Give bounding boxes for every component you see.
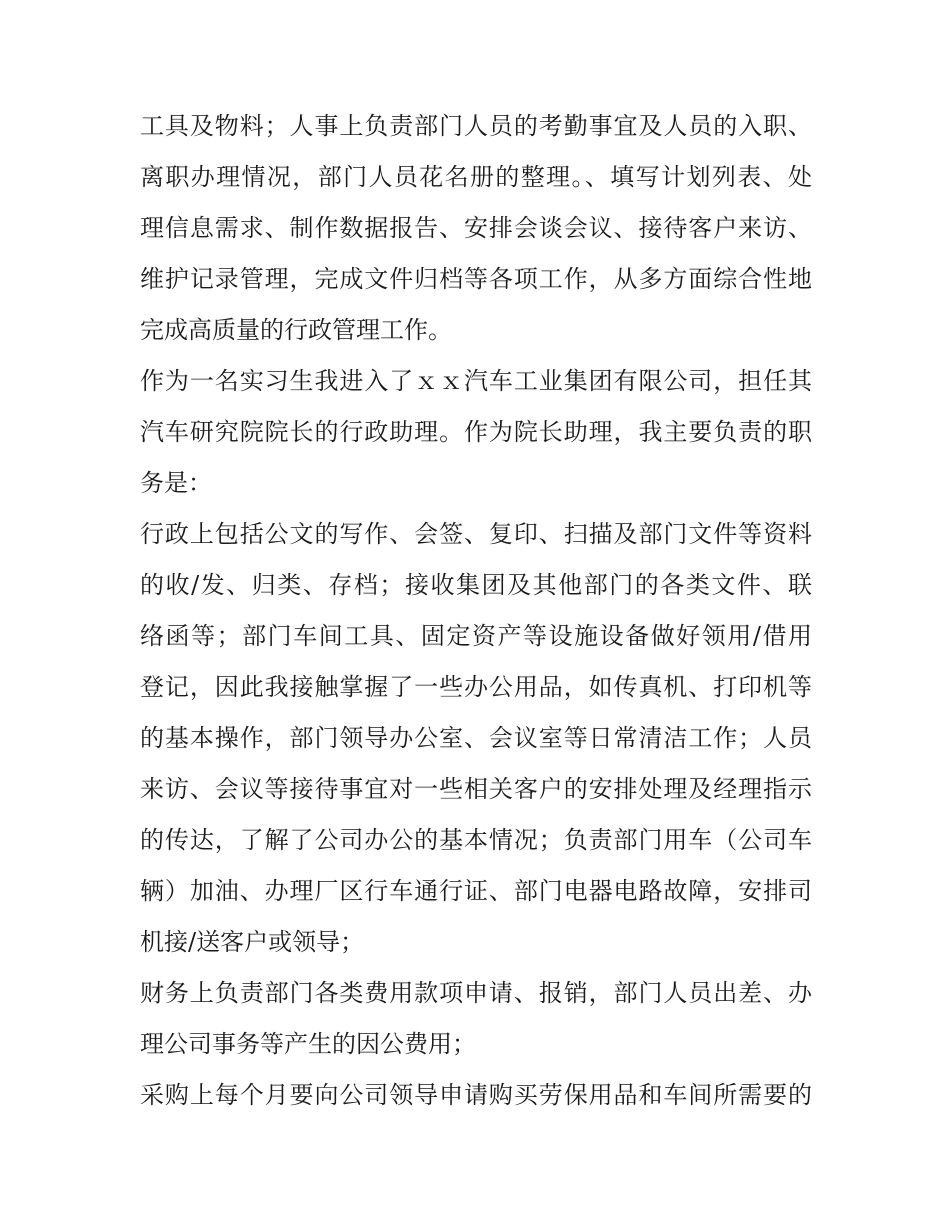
text-line: 登记，因此我接触掌握了一些办公用品，如传真机、打印机等 bbox=[140, 673, 812, 701]
document-body bbox=[140, 101, 812, 1121]
text-line: 财务上负责部门各类费用款项申请、报销，部门人员出差、办 bbox=[140, 979, 812, 1007]
text-line: 辆）加油、办理厂区行车通行证、部门电器电路故障，安排司 bbox=[140, 877, 812, 905]
text-line: 汽车研究院院长的行政助理。作为院长助理，我主要负责的职 bbox=[140, 418, 812, 446]
text-line: 的传达，了解了公司办公的基本情况；负责部门用车（公司车 bbox=[140, 826, 812, 854]
text-line: 的基本操作，部门领导办公室、会议室等日常清洁工作；人员 bbox=[140, 724, 812, 752]
text-line: 理信息需求、制作数据报告、安排会谈会议、接待客户来访、 bbox=[140, 214, 812, 242]
text-line: 离职办理情况，部门人员花名册的整理。、填写计划列表、处 bbox=[140, 163, 812, 191]
text-line: 行政上包括公文的写作、会签、复印、扫描及部门文件等资料 bbox=[140, 520, 812, 548]
text-line: 机接/送客户或领导； bbox=[140, 928, 365, 956]
text-line: 作为一名实习生我进入了ｘｘ汽车工业集团有限公司，担任其 bbox=[140, 367, 812, 395]
text-line: 务是： bbox=[140, 469, 212, 497]
text-line: 维护记录管理，完成文件归档等各项工作，从多方面综合性地 bbox=[140, 265, 812, 293]
text-line: 络函等；部门车间工具、固定资产等设施设备做好领用/借用 bbox=[140, 622, 812, 650]
text-line: 采购上每个月要向公司领导申请购买劳保用品和车间所需要的 bbox=[140, 1081, 812, 1109]
text-line: 理公司事务等产生的因公费用； bbox=[140, 1030, 476, 1058]
text-line: 的收/发、归类、存档；接收集团及其他部门的各类文件、联 bbox=[140, 571, 812, 599]
text-line: 来访、会议等接待事宜对一些相关客户的安排处理及经理指示 bbox=[140, 775, 812, 803]
text-line: 工具及物料；人事上负责部门人员的考勤事宜及人员的入职、 bbox=[140, 112, 812, 140]
text-line: 完成高质量的行政管理工作。 bbox=[140, 316, 452, 344]
